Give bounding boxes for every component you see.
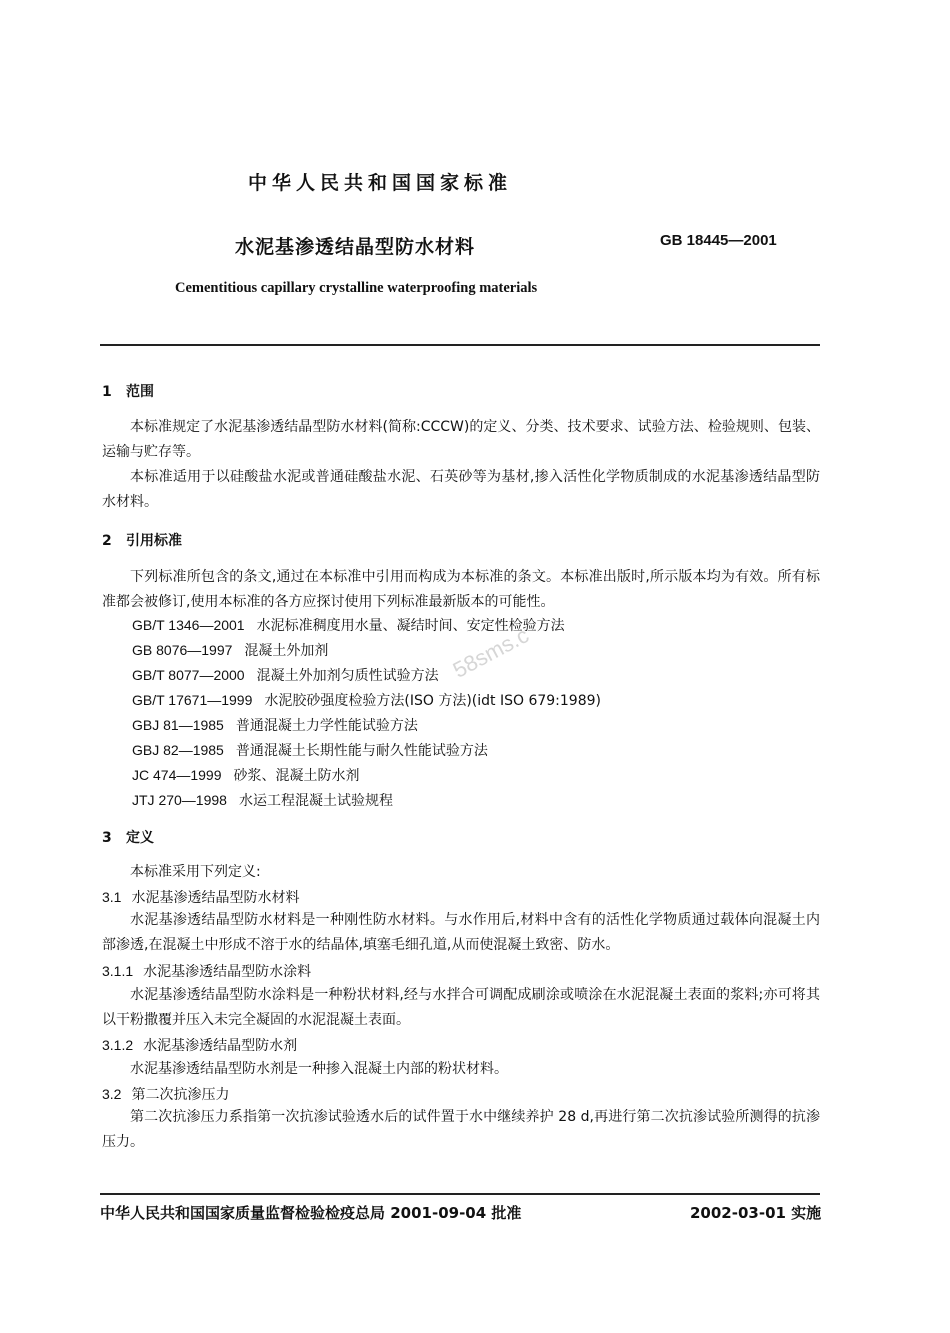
definition-number: 3.1.2: [102, 1037, 134, 1053]
section-3-number: 3: [102, 830, 112, 846]
section-1-paragraph-2: 本标准适用于以硅酸盐水泥或普通硅酸盐水泥、石英砂等为基材,掺入活性化学物质制成的水泥基渗透结晶型防水材料。: [102, 469, 820, 510]
definition-number: 3.2: [102, 1086, 122, 1102]
effective-date: 2002-03-01 实施: [690, 1204, 822, 1222]
section-3-title: 定义: [126, 830, 154, 846]
reference-code: GB/T 8077—2000: [132, 667, 245, 683]
reference-code: JTJ 270—1998: [132, 792, 227, 808]
reference-item: [132, 640, 328, 660]
standard-number: GB 18445—2001: [660, 232, 777, 249]
definition-term: 水泥基渗透结晶型防水剂: [143, 1038, 298, 1054]
reference-title: 水泥胶砂强度检验方法(ISO 方法)(idt ISO 679:1989): [264, 693, 601, 709]
definition-term: 水泥基渗透结晶型防水材料: [131, 890, 300, 906]
definition-3-1-2-text: 水泥基渗透结晶型防水剂是一种掺入混凝土内部的粉状材料。: [130, 1061, 508, 1077]
reference-title: 水泥标准稠度用水量、凝结时间、安定性检验方法: [256, 618, 565, 634]
reference-code: GBJ 82—1985: [132, 742, 224, 758]
section-3-heading: [102, 827, 154, 847]
section-2-title: 引用标准: [126, 533, 182, 549]
reference-title: 普通混凝土力学性能试验方法: [235, 718, 418, 734]
section-1-title: 范围: [126, 384, 154, 400]
definition-number: 3.1.1: [102, 963, 134, 979]
reference-title: 普通混凝土长期性能与耐久性能试验方法: [235, 743, 488, 759]
definition-number: 3.1: [102, 889, 122, 905]
reference-item: [132, 615, 565, 635]
reference-code: GBJ 81—1985: [132, 717, 224, 733]
reference-title: 砂浆、混凝土防水剂: [233, 768, 360, 784]
reference-item: [132, 690, 601, 710]
reference-item: [132, 740, 488, 760]
reference-title: 水运工程混凝土试验规程: [238, 793, 393, 809]
national-standard-heading: 中华人民共和国国家标准: [247, 172, 512, 194]
reference-code: GB 8076—1997: [132, 642, 233, 658]
definition-term: 第二次抗渗压力: [131, 1087, 230, 1103]
definition-3-2-heading: [102, 1084, 229, 1104]
reference-title: 混凝土外加剂匀质性试验方法: [256, 668, 439, 684]
reference-item: [132, 790, 393, 810]
section-2-heading: [102, 530, 182, 550]
header-rule: [100, 344, 820, 346]
reference-code: GB/T 1346—2001: [132, 617, 245, 633]
reference-title: 混凝土外加剂: [244, 643, 329, 659]
definition-3-1-2-heading: [102, 1035, 297, 1055]
reference-item: [132, 715, 418, 735]
reference-item: [132, 665, 439, 685]
definition-3-1-heading: [102, 887, 299, 907]
section-2-paragraph: 下列标准所包含的条文,通过在本标准中引用而构成为本标准的条文。本标准出版时,所示版本均为有效。所有标准都会被修订,使用本标准的各方应探讨使用下列标准最新版本的可能性。: [102, 569, 820, 610]
section-1-heading: [102, 381, 154, 401]
reference-code: GB/T 17671—1999: [132, 692, 253, 708]
definition-3-2-text: 第二次抗渗压力系指第一次抗渗试验透水后的试件置于水中继续养护 28 d,再进行第二次抗渗试验所测得的抗渗压力。: [102, 1109, 820, 1150]
reference-code: JC 474—1999: [132, 767, 222, 783]
definition-3-1-1-heading: [102, 961, 311, 981]
footer-rule: [100, 1193, 820, 1195]
document-title-cn: 水泥基渗透结晶型防水材料: [235, 236, 476, 258]
definition-3-1-text: 水泥基渗透结晶型防水材料是一种刚性防水材料。与水作用后,材料中含有的活性化学物质通过载体向混凝土内部渗透,在混凝土中形成不溶于水的结晶体,填塞毛细孔道,从而使混凝土致密、防水。: [102, 912, 820, 953]
definition-3-1-1-text: 水泥基渗透结晶型防水涂料是一种粉状材料,经与水拌合可调配成刷涂或喷涂在水泥混凝土表面的浆料;亦可将其以干粉撒覆并压入未完全凝固的水泥混凝土表面。: [102, 987, 820, 1028]
watermark: 58sms.c: [448, 622, 533, 683]
section-3-intro: 本标准采用下列定义:: [130, 864, 261, 880]
document-title-en: Cementitious capillary crystalline waterproofing materials: [175, 280, 538, 296]
definition-term: 水泥基渗透结晶型防水涂料: [143, 964, 312, 980]
approval-line: 中华人民共和国国家质量监督检验检疫总局 2001-09-04 批准: [100, 1204, 522, 1222]
reference-item: [132, 765, 360, 785]
section-1-number: 1: [102, 384, 112, 400]
section-2-number: 2: [102, 533, 112, 549]
section-1-paragraph-1: 本标准规定了水泥基渗透结晶型防水材料(简称:CCCW)的定义、分类、技术要求、试验方法、检验规则、包装、运输与贮存等。: [102, 419, 820, 460]
